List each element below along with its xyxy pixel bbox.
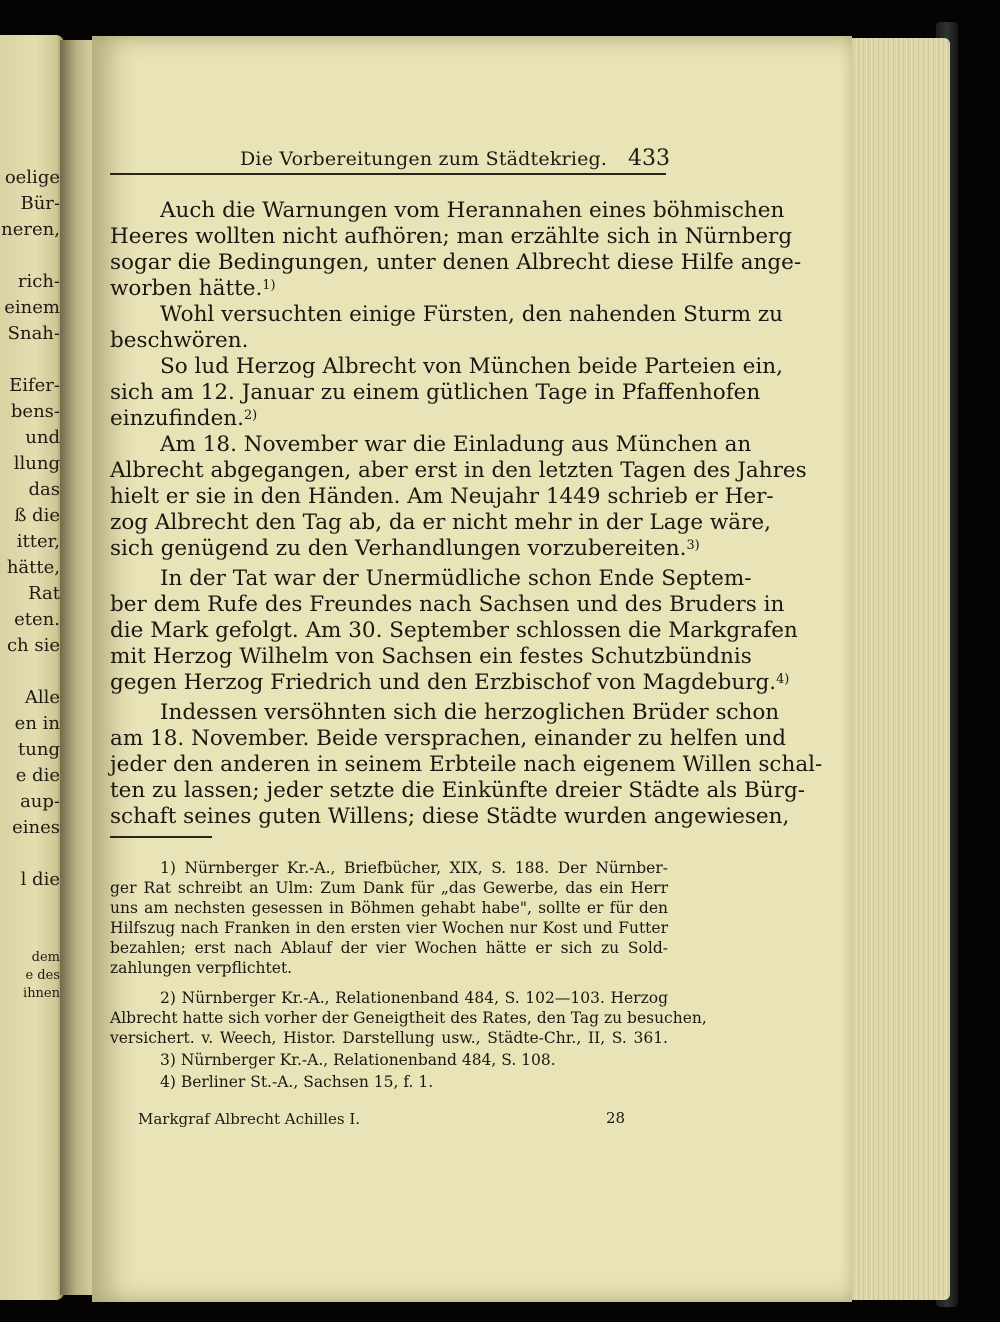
left-page-line: hätte,: [6, 557, 60, 578]
body-line: [160, 432, 752, 458]
left-page-line: Bür-: [20, 193, 60, 214]
body-line: [110, 670, 790, 696]
body-line: [160, 566, 752, 592]
left-page-line: und: [25, 427, 60, 448]
body-line-text: Heeres wollten nicht aufhören; man erzählte sich in Nürnberg: [110, 224, 793, 249]
body-line: [110, 726, 787, 752]
body-line-text: mit Herzog Wilhelm von Sachsen ein festes Schutzbündnis: [110, 644, 752, 669]
body-line: [110, 276, 668, 302]
left-page-line: ihnen: [23, 986, 60, 1001]
left-page-line: Eifer-: [9, 375, 60, 396]
left-page-line: e die: [15, 765, 60, 786]
footnote-line: 4) Berliner St.-A., Sachsen 15, f. 1.: [160, 1073, 434, 1091]
body-line: [110, 618, 798, 644]
body-line: [110, 536, 700, 562]
running-title: Die Vorbereitungen zum Städtekrieg.: [240, 148, 608, 170]
body-line-text: sogar die Bedingungen, unter denen Albrecht diese Hilfe ange-: [110, 250, 802, 275]
left-page-line: eines: [12, 817, 60, 838]
body-line-text: worben hätte.: [110, 276, 263, 301]
body-line-text: Wohl versuchten einige Fürsten, den nahenden Sturm zu: [160, 302, 784, 327]
body-line: [110, 484, 774, 510]
footnote-line: Hilfszug nach Franken in den ersten vier Wochen nur Kost und Futter: [110, 919, 668, 937]
body-line-text: beschwören.: [110, 328, 249, 353]
left-page-line: ch sie: [6, 635, 60, 656]
body-line-text: die Mark gefolgt. Am 30. September schlossen die Markgrafen: [110, 618, 798, 643]
body-line: [110, 510, 771, 536]
body-line-text: jeder den anderen in seinem Erbteile nach eigenem Willen schal-: [110, 752, 823, 777]
body-line-text: Albrecht abgegangen, aber erst in den letzten Tagen des Jahres: [110, 458, 807, 483]
page-number: 433: [628, 146, 670, 171]
left-page-line: Rat: [28, 583, 60, 604]
body-line-text: ber dem Rufe des Freundes nach Sachsen und des Bruders in: [110, 592, 785, 617]
body-line: [110, 328, 668, 354]
footnote-marker: 4): [776, 672, 790, 688]
footnote-line: 2) Nürnberger Kr.-A., Relationenband 484, S. 102—103. Herzog: [160, 989, 668, 1007]
footnote-line: bezahlen; erst nach Ablauf der vier Wochen hätte er sich zu Sold-: [110, 939, 668, 957]
body-line: [160, 700, 780, 726]
footnote-line: ger Rat schreibt an Ulm: Zum Dank für „das Gewerbe, das ein Herr: [110, 879, 668, 897]
body-line: [110, 406, 668, 432]
left-page-line: e des: [25, 968, 60, 983]
body-line-text: hielt er sie in den Händen. Am Neujahr 1449 schrieb er Her-: [110, 484, 774, 509]
header-rule: [110, 173, 666, 175]
footnote-marker: 3): [686, 538, 700, 554]
body-line-text: Indessen versöhnten sich die herzoglichen Brüder schon: [160, 700, 780, 725]
footnote-marker: 1): [262, 278, 276, 294]
left-page-line: itter,: [16, 531, 60, 552]
left-page-line: oelige: [4, 167, 60, 188]
body-line: [160, 302, 784, 328]
signature-number: 28: [606, 1109, 626, 1127]
left-page-line: aup-: [20, 791, 60, 812]
left-page-line: Alle: [24, 687, 60, 708]
body-line: [110, 458, 807, 484]
body-line-text: ten zu lassen; jeder setzte die Einkünfte dreier Städte als Bürg-: [110, 778, 806, 803]
left-page-line: bens-: [10, 401, 60, 422]
left-page-line: neren,: [1, 219, 60, 240]
footnote-marker: 2): [243, 408, 258, 424]
left-page-line: dem: [31, 950, 60, 965]
left-page-line: llung: [13, 453, 60, 474]
left-page-line: en in: [14, 713, 60, 734]
left-page-line: l die: [20, 869, 60, 890]
body-line: [110, 380, 761, 406]
body-line: [110, 592, 785, 618]
left-page-line: ß die: [14, 505, 60, 526]
body-line-text: sich am 12. Januar zu einem gütlichen Tage in Pfaffenhofen: [110, 380, 761, 405]
footnote-line: versichert. v. Weech, Histor. Darstellung usw., Städte-Chr., II, S. 361.: [110, 1029, 668, 1047]
left-page-line: tung: [18, 739, 60, 760]
body-line: [110, 804, 790, 830]
printer-signature: Markgraf Albrecht Achilles I.: [138, 1110, 361, 1128]
body-line-text: Auch die Warnungen vom Herannahen eines böhmischen: [160, 198, 785, 223]
left-page-line: rich-: [17, 271, 60, 292]
body-line-text: Am 18. November war die Einladung aus München an: [160, 432, 752, 457]
body-line: [160, 354, 783, 380]
body-line: [110, 778, 806, 804]
body-line: [110, 752, 823, 778]
body-line: [110, 224, 793, 250]
body-line-text: sich genügend zu den Verhandlungen vorzubereiten.: [110, 536, 687, 561]
body-line: [110, 250, 802, 276]
body-line-text: einzufinden.: [110, 406, 244, 431]
footnote-line: 1) Nürnberger Kr.-A., Briefbücher, XIX, S. 188. Der Nürnber-: [160, 859, 668, 877]
body-line: [160, 198, 785, 224]
body-line-text: gegen Herzog Friedrich und den Erzbischof von Magdeburg.: [110, 670, 777, 695]
left-page-line: das: [28, 479, 60, 500]
body-line: [110, 644, 752, 670]
footnote-line: Albrecht hatte sich vorher der Geneigtheit des Rates, den Tag zu besuchen,: [110, 1009, 707, 1027]
body-line-text: schaft seines guten Willens; diese Städte wurden angewiesen,: [110, 804, 790, 829]
left-page-line: einem: [4, 297, 60, 318]
left-page-line: Snah-: [7, 323, 60, 344]
footnote-line: zahlungen verpflichtet.: [110, 959, 293, 977]
body-line-text: zog Albrecht den Tag ab, da er nicht mehr in der Lage wäre,: [110, 510, 771, 535]
left-page-line: eten.: [14, 609, 60, 630]
footnote-line: uns am nechsten gesessen in Böhmen gehabt habe", sollte er für den: [110, 899, 668, 917]
footnote-rule: [110, 836, 212, 838]
body-line-text: So lud Herzog Albrecht von München beide Parteien ein,: [160, 354, 783, 379]
body-line-text: am 18. November. Beide versprachen, einander zu helfen und: [110, 726, 787, 751]
body-line-text: In der Tat war der Unermüdliche schon Ende Septem-: [160, 566, 752, 591]
footnote-line: 3) Nürnberger Kr.-A., Relationenband 484, S. 108.: [160, 1051, 556, 1069]
